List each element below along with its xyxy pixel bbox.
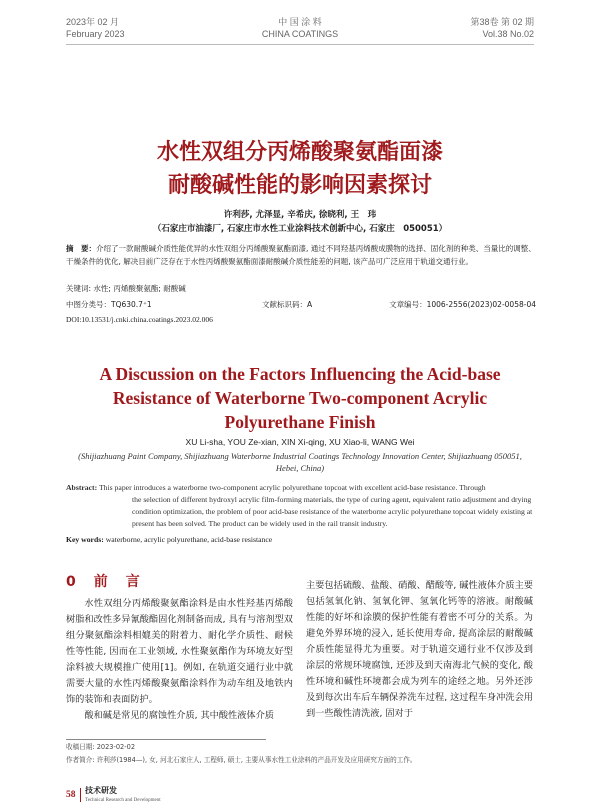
chinese-title	[0, 136, 600, 202]
journal-name-cn: 中 国 涂 料	[278, 17, 322, 27]
received-date: 收稿日期: 2023-02-02	[66, 743, 136, 751]
english-affiliation: (Shijiazhuang Paint Company, Shijiazhuang Waterborne Industrial Coatings Technology Innovation Center, Shijiazhuang 050051, Hebei, China)	[78, 451, 522, 473]
document-code: 文献标识码：A	[262, 300, 313, 309]
english-abstract-label: Abstract:	[66, 483, 98, 492]
chinese-abstract	[66, 242, 536, 268]
chinese-abstract-text: 介绍了一款耐酸碱介质性能优异的水性双组分丙烯酸聚氨酯面漆, 通过不同羟基丙烯酸成膜物的选择、固化剂的种类、当量比的调整、干燥条件的优化, 解决目前广泛存在于水性丙烯酸聚氨酯面漆耐酸碱介质性能差的问题, 该产品可广泛应用于轨道交通行业。	[66, 244, 536, 266]
chinese-keywords: 关键词: 水性; 丙烯酸聚氨酯; 耐酸碱	[66, 284, 186, 293]
section-title-introduction: 0 前 言	[66, 574, 142, 590]
section-name-cn: 技术研发	[85, 786, 117, 795]
chinese-authors: 许利莎, 尤泽显, 辛希庆, 徐晓利, 王 玮	[223, 210, 377, 220]
body-paragraph: 酸和碱是常见的腐蚀性介质, 其中酸性液体介质	[84, 710, 274, 721]
english-abstract-line-1: This paper introduces a waterborne two-component acrylic polyurethane topcoat with excellent acid-base resistance. Through	[98, 483, 486, 492]
header-date-cn: 2023年 02 月	[66, 17, 120, 27]
body-paragraph: 主要包括硫酸、盐酸、硝酸、醋酸等, 碱性液体介质主要包括氢氧化钠、氢氧化钾、氢氧化钙等的溶液。耐酸碱性能的好坏和涂膜的保护性能有着密不可分的关系。为避免外界环境的浸入, 延长使用寿命, 提高涂层的耐酸碱介质性能显得尤为重要。对于轨道交通行业不仅涉及到涂层的常规环境腐蚀, 还涉及到天南海北气候的变化, 酸性环境和碱性环境都会成为列车的途经之地。另外还涉及到每次出车后车辆保养洗车过程, 这过程车身冲洗会用到一些酸性清洗液, 固对于	[306, 580, 533, 719]
header-right	[470, 16, 534, 40]
volume-en: Vol.38 No.02	[482, 29, 534, 39]
english-authors: XU Li-sha, YOU Ze-xian, XIN Xi-qing, XU Xiao-li, WANG Wei	[185, 437, 415, 447]
chinese-title-line-1: 水性双组分丙烯酸聚氨酯面漆	[156, 140, 443, 165]
english-title	[0, 362, 600, 434]
section-name-en: Technical Research and Development	[85, 798, 161, 803]
volume-cn: 第38卷 第 02 期	[470, 17, 534, 27]
body-right-column	[306, 578, 533, 722]
chinese-affiliation: （石家庄市油漆厂, 石家庄市水性工业涂料技术创新中心, 石家庄 050051）	[152, 224, 448, 234]
chinese-metadata-row	[66, 298, 536, 311]
english-abstract	[66, 482, 536, 530]
english-abstract-rest: the selection of different hydroxyl acrylic film-forming materials, the type of curing agent, equivalent ratio adjustment and drying condition optimization, the problem of poor acid-base resistance of the waterborne acrylic polyurethane topcoat widely existing at present has been solved. The product can be widely used in the rail transit industry.	[132, 495, 533, 528]
english-keywords-label: Key words:	[66, 535, 104, 544]
english-keywords	[66, 534, 272, 546]
journal-name-en: CHINA COATINGS	[261, 29, 339, 39]
header-date-en: February 2023	[66, 29, 125, 39]
page-number-separator	[80, 788, 81, 802]
body-left-column	[66, 572, 293, 724]
chinese-abstract-label: 摘 要：	[66, 244, 96, 253]
author-bio: 作者简介: 许利莎(1984—), 女, 河北石家庄人, 工程师, 硕士, 主要从事水性工业涂料的产品开发及应用研究方面的工作。	[66, 756, 417, 764]
body-paragraph: 水性双组分丙烯酸聚氨酯涂料是由水性羟基丙烯酸树脂和改性多异氰酸酯固化剂制备而成, 具有与溶剂型双组分聚氨酯涂料相媲美的附着力、耐化学介质性、耐候性等性能, 因而在工业领域, 水性聚氨酯作为环境友好型涂料被大规模推广使用[1]。例如, 在轨道交通行业中就需要大量的水性丙烯酸聚氨酯涂料作为动车组及地铁内饰的装饰和表面防护。	[66, 598, 293, 705]
clc-number: 中图分类号：TQ630.7⁺1	[66, 300, 152, 309]
footnote-divider	[66, 739, 266, 740]
english-title-line-1: A Discussion on the Factors Influencing the Acid-base	[99, 364, 501, 384]
english-keywords-text: waterborne, acrylic polyurethane, acid-base resistance	[105, 535, 273, 544]
header-divider	[66, 44, 534, 45]
article-number: 文章编号：1006-2556(2023)02-0058-04	[389, 300, 536, 309]
page-number: 58	[66, 790, 76, 800]
doi: DOI:10.13531/j.cnki.china.coatings.2023.02.006	[66, 315, 213, 324]
chinese-title-line-2: 耐酸碱性能的影响因素探讨	[167, 173, 432, 198]
english-title-line-2: Resistance of Waterborne Two-component Acrylic	[112, 388, 488, 408]
english-title-line-3: Polyurethane Finish	[224, 412, 376, 432]
